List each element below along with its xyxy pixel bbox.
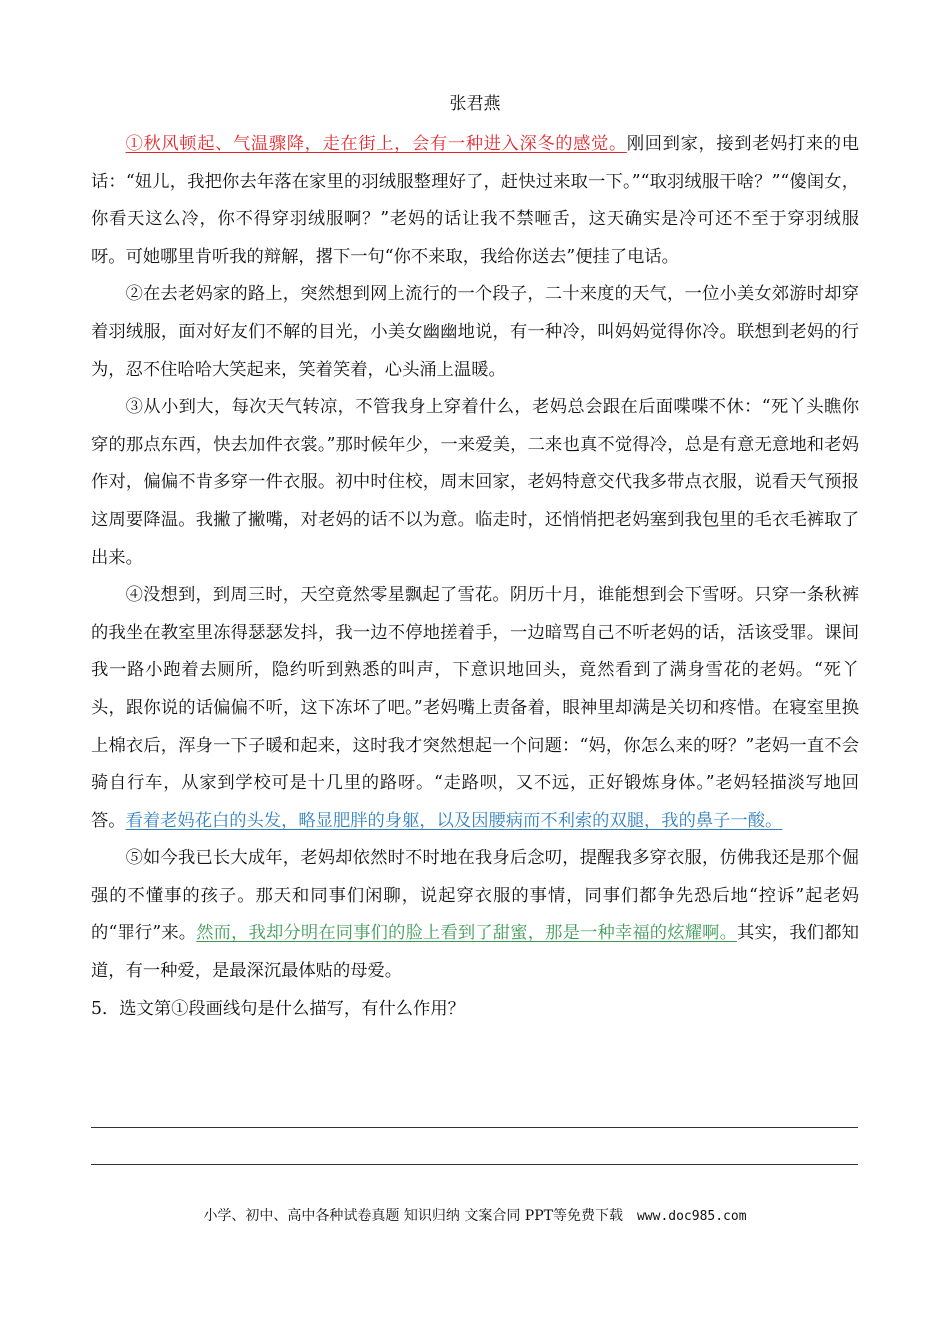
paragraph-1 bbox=[91, 126, 859, 276]
paragraph-5 bbox=[91, 840, 859, 990]
paragraph-2: ②在去老妈家的路上，突然想到网上流行的一个段子，二十来度的天气，一位小美女郊游时却穿着羽绒服，面对好友们不解的目光，小美女幽幽地说，有一种冷，叫妈妈觉得你冷。联想到老妈的行为，忍不住哈哈大笑起来，笑着笑着，心头涌上温暖。 bbox=[91, 284, 859, 380]
paragraph-4 bbox=[91, 577, 859, 840]
underlined-sentence-red: ①秋风顿起、气温骤降，走在街上，会有一种进入深冬的感觉。 bbox=[125, 134, 627, 154]
answer-line-2[interactable] bbox=[91, 1164, 858, 1165]
underlined-sentence-green: 然而，我却分明在同事们的脸上看到了甜蜜，那是一种幸福的炫耀啊。 bbox=[196, 923, 738, 944]
footer-text: 小学、初中、高中各种试卷真题 知识归纳 文案合同 PPT等免费下载 bbox=[203, 1208, 623, 1224]
paragraph-5-text: ⑤如今我已长大成年，老妈却依然时不时地在我身后念叨，提醒我多穿衣服，仿佛我还是那个倔强的不懂事的孩子。那天和同事们闲聊，说起穿衣服的事情，同事们都争先恐后地“控诉”起老妈的“罪行”来。 bbox=[91, 848, 859, 944]
paragraph-3: ③从小到大，每次天气转凉，不管我身上穿着什么，老妈总会跟在后面喋喋不休：“死丫头瞧你穿的那点东西，快去加件衣裳。”那时候年少，一来爱美，二来也真不觉得冷，总是有意无意地和老妈作对，偏偏不肯多穿一件衣服。初中时住校，周末回家，老妈特意交代我多带点衣服，说看天气预报这周要降温。我撇了撇嘴，对老妈的话不以为意。临走时，还悄悄把老妈塞到我包里的毛衣毛裤取了出来。 bbox=[91, 397, 859, 568]
answer-line-1[interactable] bbox=[91, 1127, 858, 1128]
question-5: 5．选文第①段画线句是什么描写，有什么作用？ bbox=[91, 998, 465, 1019]
paragraph-1-text: 刚回到家，接到老妈打来的电话：“妞儿，我把你去年落在家里的羽绒服整理好了，赶快过来取一下。”“取羽绒服干啥？”“傻闺女，你看天这么冷，你不得穿羽绒服啊？”老妈的话让我不禁咂舌，这天确实是冷可还不至于穿羽绒服呀。可她哪里肯听我的辩解，撂下一句“你不来取，我给你送去”便挂了电话。 bbox=[91, 134, 859, 267]
paragraph-5-tail: 其实，我们都知道，有一种爱，是最深沉最体贴的母爱。 bbox=[91, 923, 859, 982]
author-name: 张君燕 bbox=[449, 94, 501, 114]
page-footer bbox=[0, 1206, 950, 1227]
footer-url[interactable]: www.doc985.com bbox=[636, 1209, 747, 1224]
paragraph-4-text: ④没想到，到周三时，天空竟然零星飘起了雪花。阴历十月，谁能想到会下雪呀。只穿一条秋裤的我坐在教室里冻得瑟瑟发抖，我一边不停地搓着手，一边暗骂自己不听老妈的话，活该受罪。课间我一路小跑着去厕所，隐约听到熟悉的叫声，下意识地回头，竟然看到了满身雪花的老妈。“死丫头，跟你说的话偏偏不听，这下冻坏了吧。”老妈嘴上责备着，眼神里却满是关切和疼惜。在寝室里换上棉衣后，浑身一下子暖和起来，这时我才突然想起一个问题：“妈，你怎么来的呀？”老妈一直不会骑自行车，从家到学校可是十几里的路呀。“走路呗，又不远，正好锻炼身体。”老妈轻描淡写地回答。 bbox=[91, 585, 859, 831]
article-body bbox=[91, 126, 859, 1028]
underlined-sentence-blue: 看着老妈花白的头发，略显肥胖的身躯，以及因腰病而不利索的双腿，我的鼻子一酸。 bbox=[125, 810, 783, 831]
